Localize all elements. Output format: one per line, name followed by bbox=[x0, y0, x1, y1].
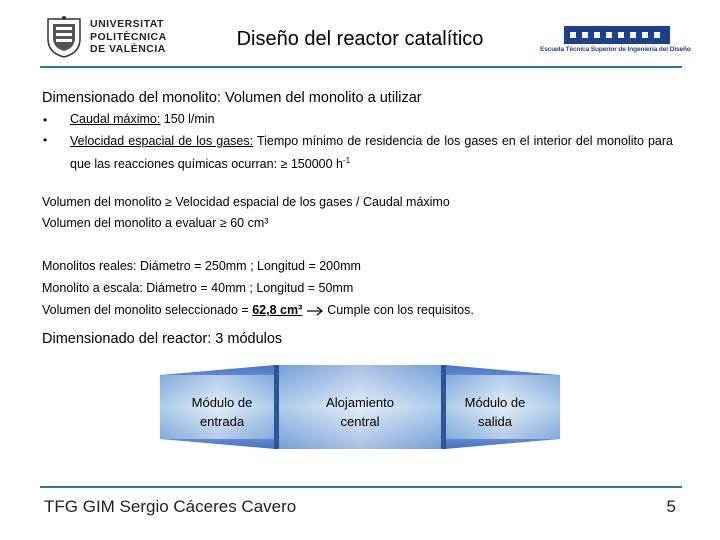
header-divider bbox=[40, 66, 682, 68]
upv-shield-icon bbox=[44, 15, 84, 59]
central-housing-label: Alojamiento central bbox=[326, 395, 394, 429]
bullet-superscript: -1 bbox=[343, 156, 351, 165]
upv-logo-text bbox=[90, 18, 167, 56]
inlet-module-label: Módulo de entrada bbox=[191, 395, 253, 429]
bullet-text: 150 l/min bbox=[160, 112, 215, 126]
upv-line-2: POLITÈCNICA bbox=[90, 30, 167, 43]
arrow-right-icon bbox=[306, 306, 324, 316]
etsid-emblem-icon bbox=[540, 24, 672, 46]
flange-left bbox=[274, 365, 279, 449]
formula-line-1: Volumen del monolito ≥ Velocidad espacial de los gases / Caudal máximo bbox=[42, 195, 450, 209]
section-heading-reactor: Dimensionado del reactor: 3 módulos bbox=[42, 331, 283, 347]
monolith-real-line: Monolitos reales: Diámetro = 250mm ; Longitud = 200mm bbox=[42, 259, 361, 273]
bullet-max-flow bbox=[70, 112, 215, 126]
slide-title: Diseño del reactor catalítico bbox=[236, 28, 484, 50]
page-number: 5 bbox=[666, 497, 676, 516]
bullet-icon: • bbox=[43, 113, 48, 127]
selected-suffix: Cumple con los requisitos. bbox=[323, 303, 474, 317]
monolith-selected-line bbox=[42, 303, 474, 317]
upv-logo bbox=[44, 15, 174, 59]
selected-value: 62,8 cm³ bbox=[252, 303, 303, 317]
footer-author: TFG GIM Sergio Cáceres Cavero bbox=[44, 497, 297, 516]
reactor-diagram bbox=[160, 365, 560, 449]
flange-right bbox=[441, 365, 446, 449]
bullet-space-velocity bbox=[70, 132, 673, 174]
bullet-label: Caudal máximo: bbox=[70, 112, 161, 126]
monolith-scale-line: Monolito a escala: Diámetro = 40mm ; Longitud = 50mm bbox=[42, 281, 354, 295]
upv-line-3: DE VALÈNCIA bbox=[90, 43, 166, 55]
selected-prefix: Volumen del monolito seleccionado = bbox=[42, 303, 253, 317]
upv-line-1: UNIVERSITAT bbox=[90, 18, 164, 30]
bullet-text: Tiempo mínimo de residencia de los gases en el interior del monolito para que las reacciones químicas ocurran: ≥ 150000 h bbox=[70, 134, 673, 172]
bullet-icon: • bbox=[43, 133, 48, 147]
etsid-logo bbox=[540, 24, 691, 56]
section-heading-monolith: Dimensionado del monolito: Volumen del monolito a utilizar bbox=[42, 90, 422, 106]
outlet-module-label: Módulo de salida bbox=[464, 395, 526, 429]
etsid-logo-text: Escuela Técnica Superior de Ingeniería del Diseño bbox=[540, 46, 691, 53]
bullet-label: Velocidad espacial de los gases: bbox=[70, 134, 254, 148]
footer-divider bbox=[40, 486, 682, 488]
formula-line-2: Volumen del monolito a evaluar ≥ 60 cm³ bbox=[42, 216, 269, 230]
